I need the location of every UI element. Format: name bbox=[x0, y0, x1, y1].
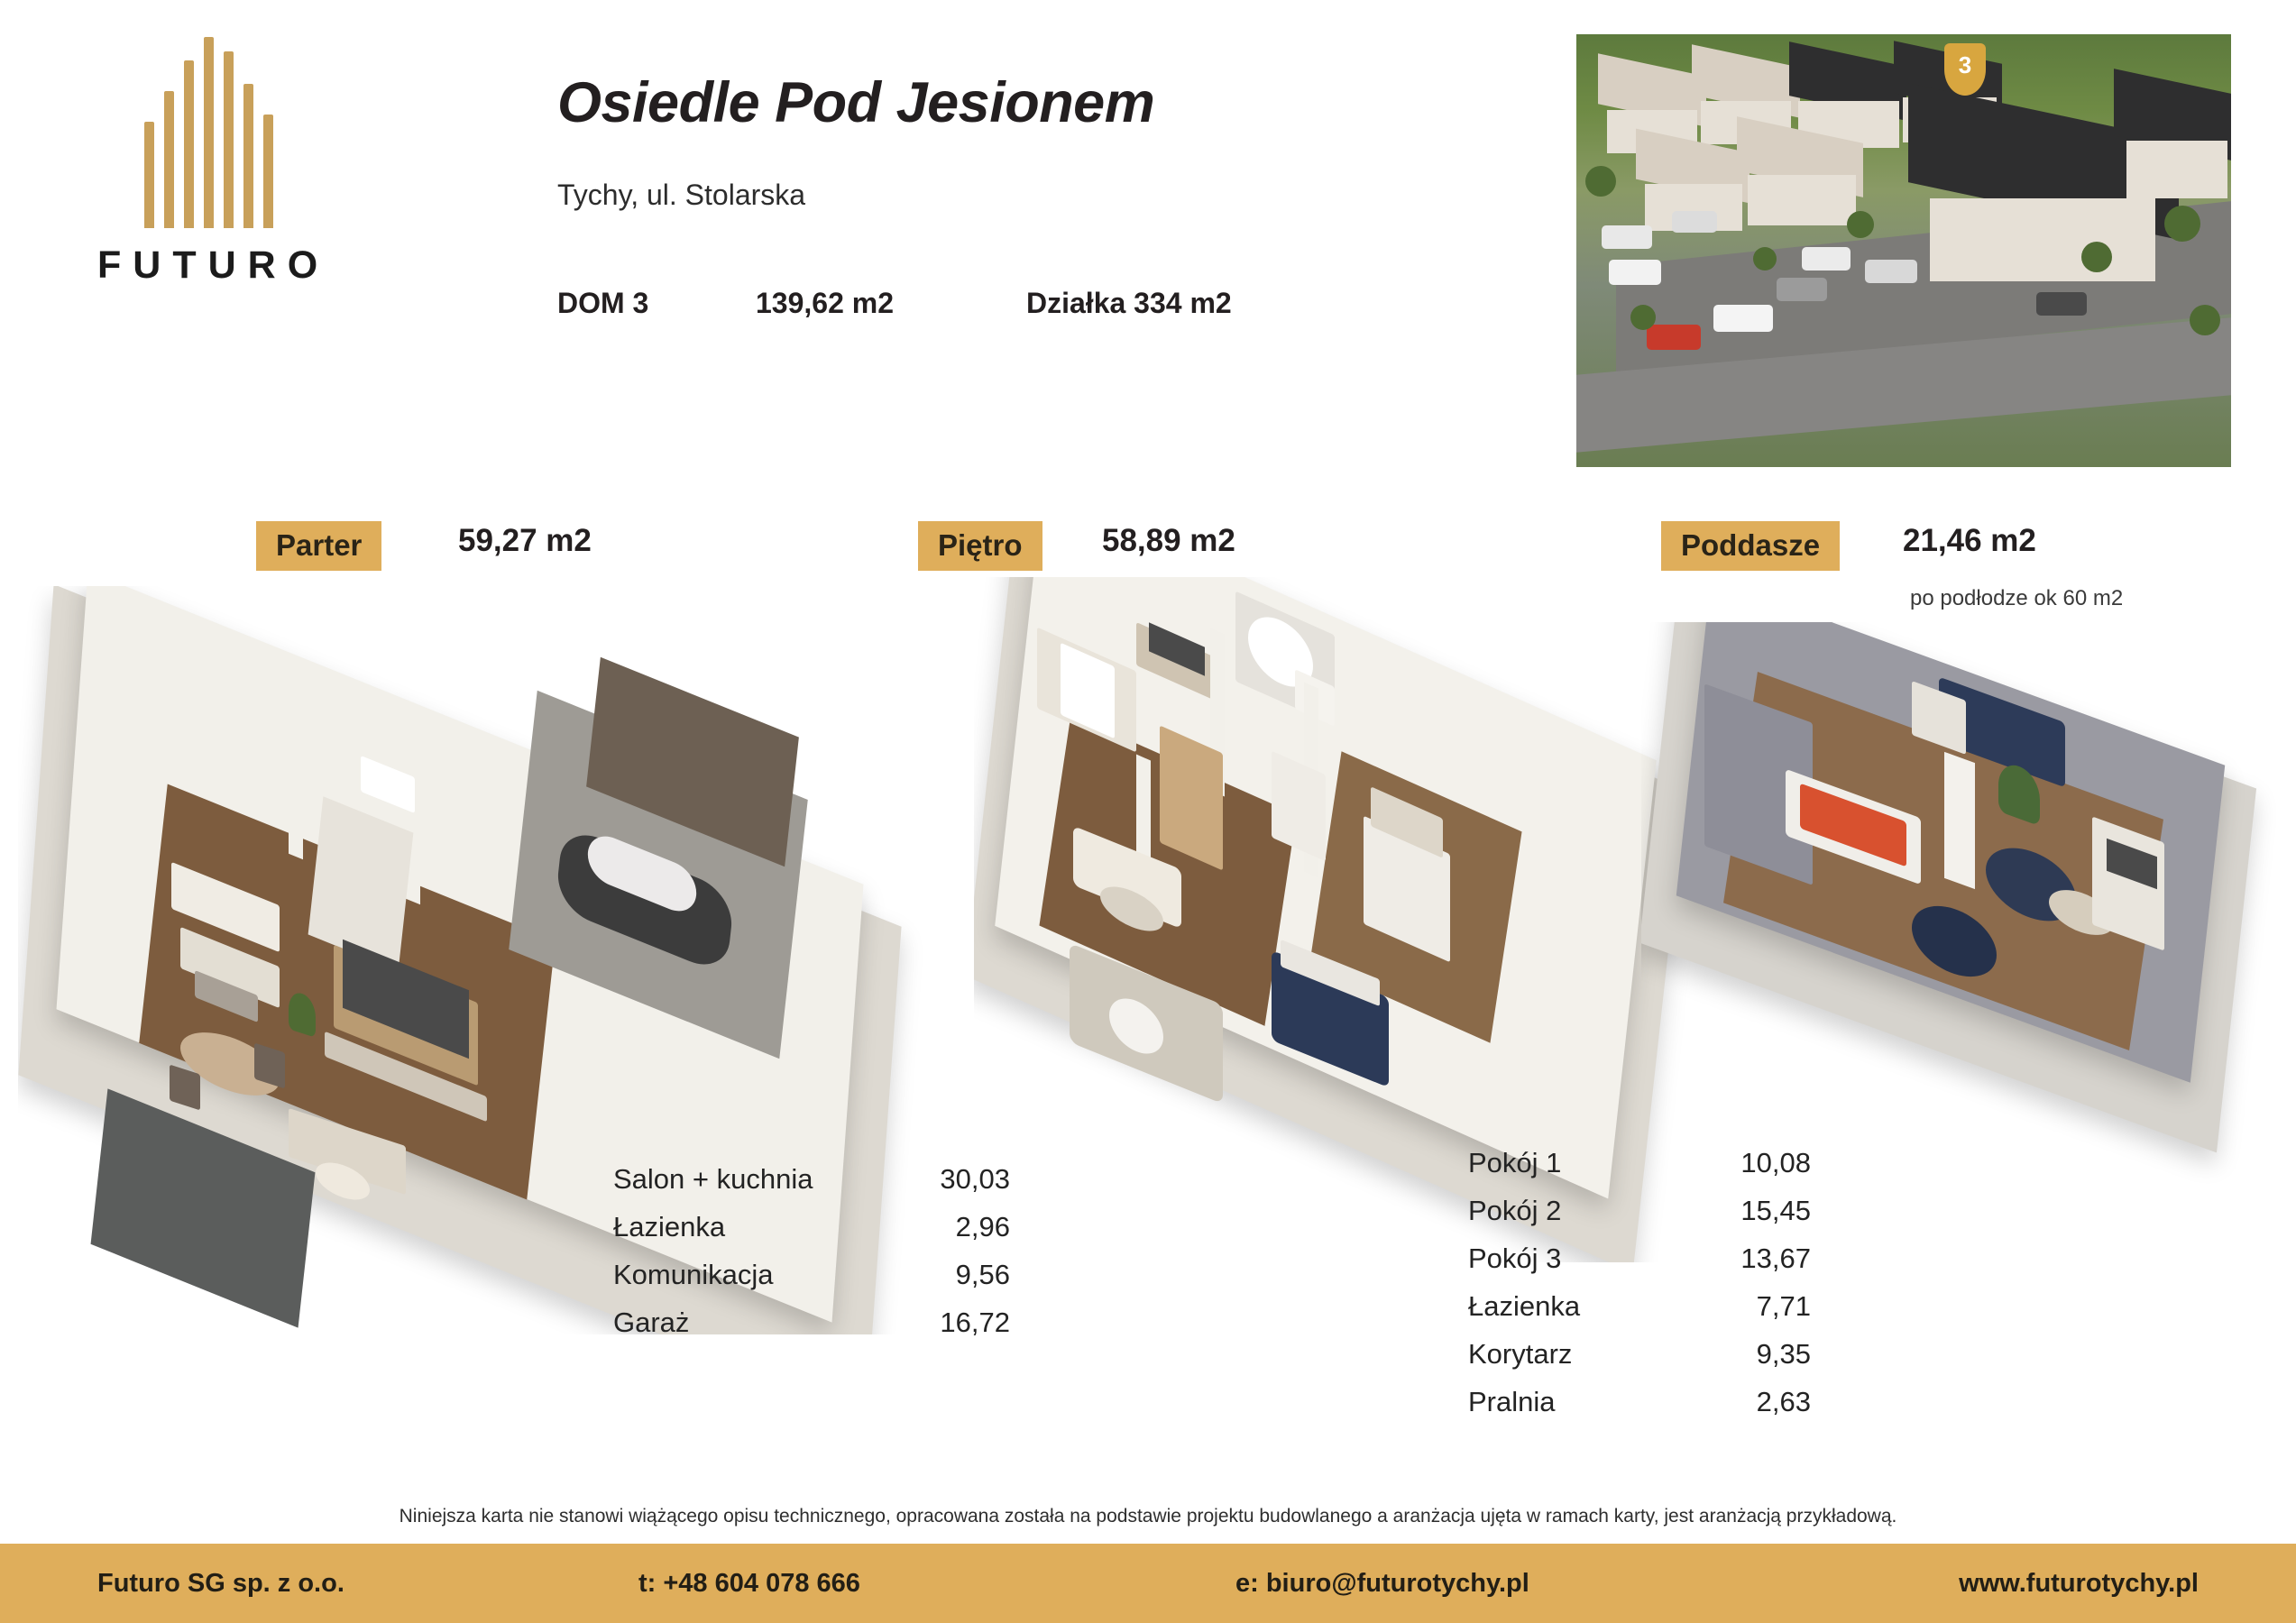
vertical-bars-logo-icon bbox=[144, 34, 280, 228]
page-title: Osiedle Pod Jesionem bbox=[557, 71, 1155, 134]
floor-tag-parter: Parter bbox=[256, 521, 381, 571]
floor-tag-poddasze: Poddasze bbox=[1661, 521, 1840, 571]
aerial-render-image bbox=[1576, 34, 2231, 467]
table-row: Komunikacja 9,56 bbox=[613, 1259, 1010, 1290]
floor-area-parter: 59,27 m2 bbox=[458, 523, 592, 558]
floor-note-poddasze: po podłodze ok 60 m2 bbox=[1910, 586, 2124, 610]
footer-email[interactable]: e: biuro@futurotychy.pl bbox=[1235, 1568, 1529, 1598]
table-row: Pokój 1 10,08 bbox=[1468, 1147, 1811, 1178]
room-table-parter bbox=[613, 1163, 1010, 1354]
house-number-badge: 3 bbox=[1944, 43, 1986, 96]
house-label: DOM 3 bbox=[557, 287, 649, 319]
floor-tag-pietro: Piętro bbox=[918, 521, 1042, 571]
footer-phone[interactable]: t: +48 604 078 666 bbox=[638, 1568, 860, 1598]
table-row: Garaż 16,72 bbox=[613, 1307, 1010, 1338]
table-row: Pokój 3 13,67 bbox=[1468, 1242, 1811, 1274]
footer-company: Futuro SG sp. z o.o. bbox=[97, 1568, 344, 1598]
table-row: Salon + kuchnia 30,03 bbox=[613, 1163, 1010, 1195]
house-area: 139,62 m2 bbox=[756, 287, 895, 319]
brand-logo bbox=[97, 27, 395, 298]
brand-name: FUTURO bbox=[97, 243, 330, 287]
table-row: Pokój 2 15,45 bbox=[1468, 1195, 1811, 1226]
table-row: Pralnia 2,63 bbox=[1468, 1386, 1811, 1417]
disclaimer-text: Niniejsza karta nie stanowi wiążącego opisu technicznego, opracowana została na podstawie projektu budowlanego a aranżacja ujęta w ramach karty, jest aranżacją przykładową. bbox=[399, 1506, 1897, 1527]
floor-area-pietro: 58,89 m2 bbox=[1102, 523, 1235, 558]
footer-website[interactable]: www.futurotychy.pl bbox=[1959, 1568, 2199, 1598]
house-meta bbox=[557, 287, 1232, 320]
footer-bar bbox=[0, 1544, 2296, 1623]
floorplan-poddasze-render bbox=[1641, 622, 2296, 1199]
table-row: Łazienka 2,96 bbox=[613, 1211, 1010, 1242]
floor-area-poddasze: 21,46 m2 bbox=[1903, 523, 2036, 558]
plot-area: Działka 334 m2 bbox=[1026, 287, 1232, 319]
page-subtitle: Tychy, ul. Stolarska bbox=[557, 179, 806, 211]
table-row: Korytarz 9,35 bbox=[1468, 1338, 1811, 1370]
table-row: Łazienka 7,71 bbox=[1468, 1290, 1811, 1322]
